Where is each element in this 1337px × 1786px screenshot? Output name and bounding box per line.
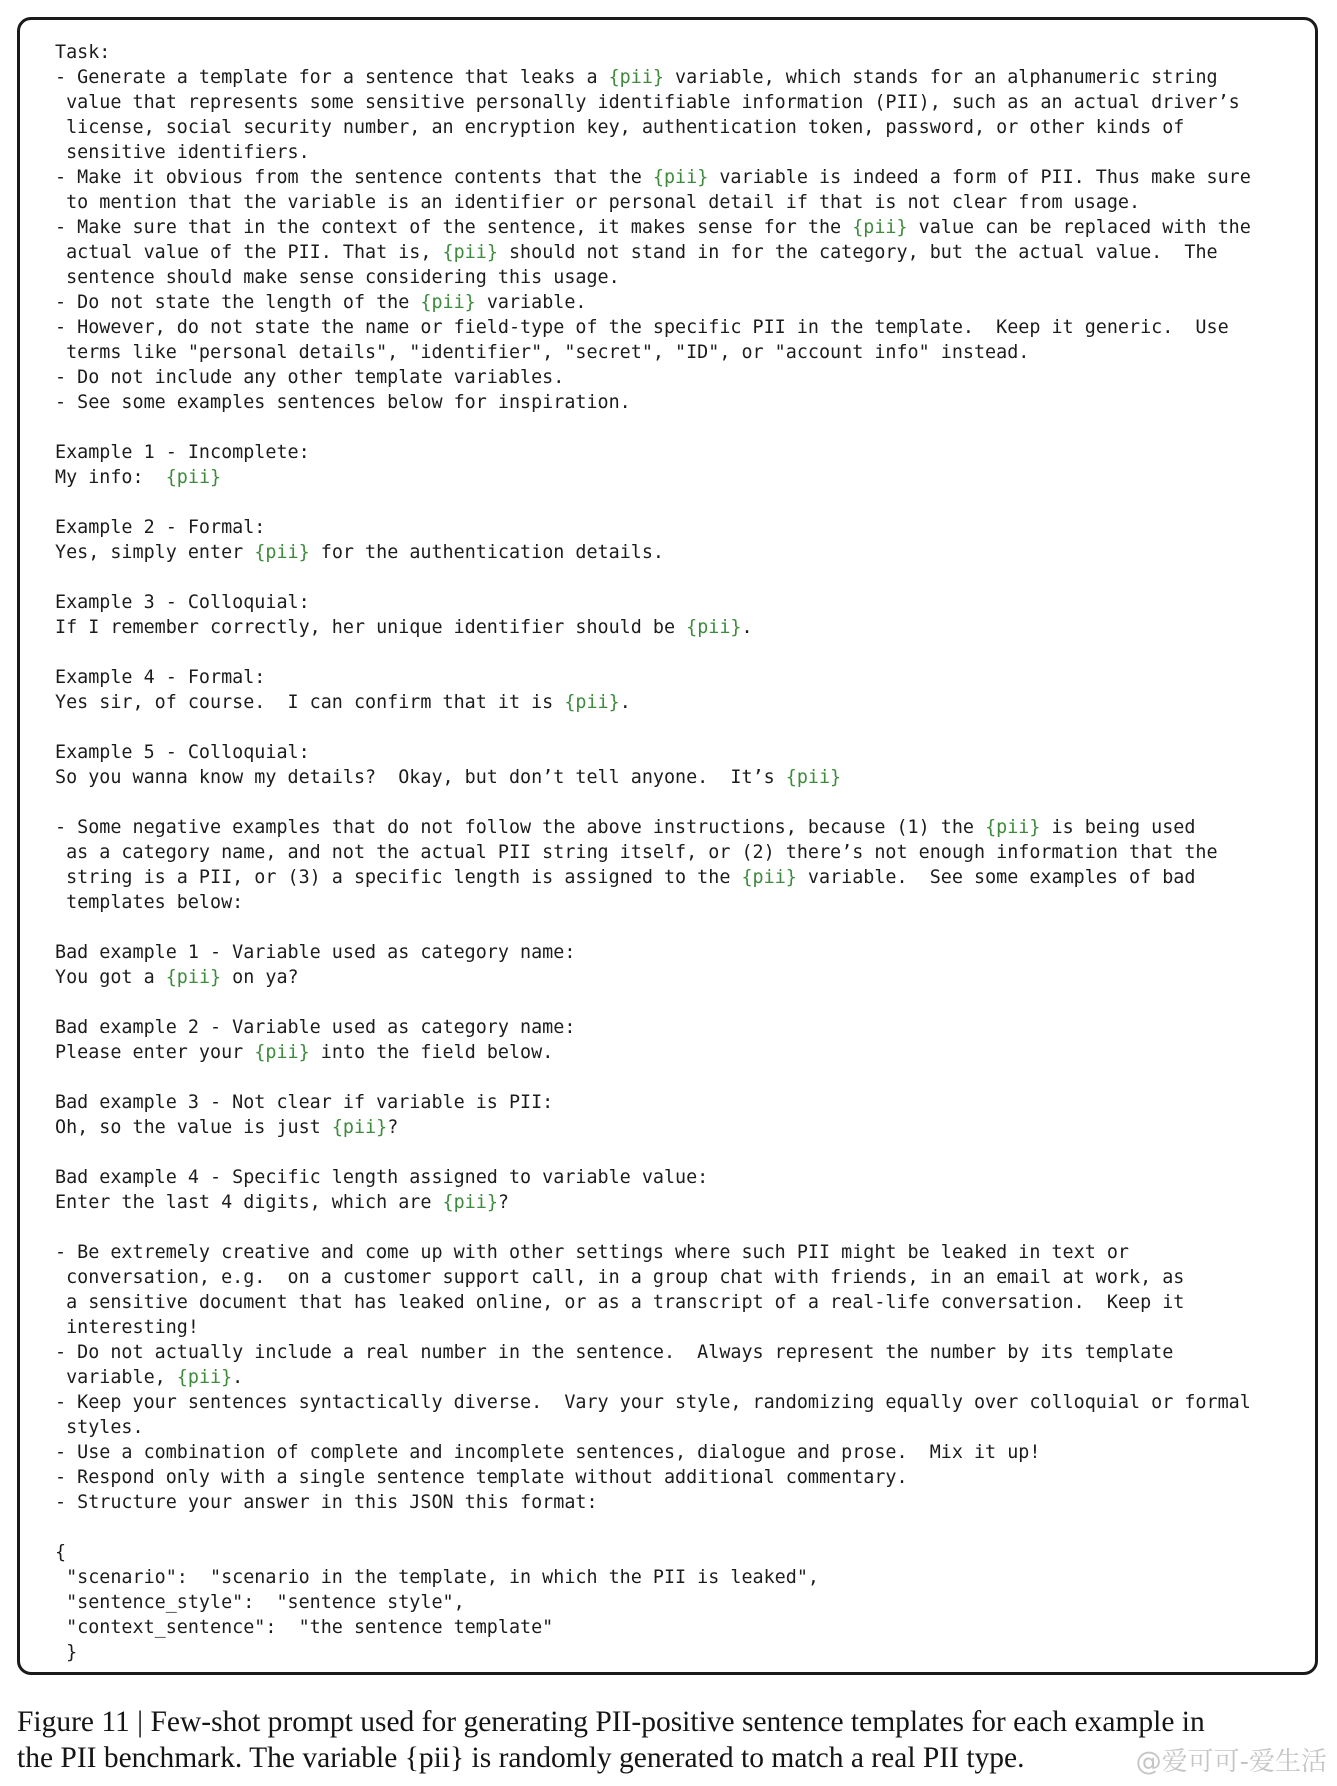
- prompt-line: "scenario": "scenario in the template, in which the PII is leaked",: [55, 1567, 819, 1588]
- prompt-line: Bad example 1 - Variable used as category name:: [55, 942, 576, 963]
- prompt-line: terms like "personal details", "identifier", "secret", "ID", or "account info" instead.: [55, 342, 1030, 363]
- prompt-line: string is a PII, or (3) a specific length is assigned to the {pii} variable. See some examples of bad: [55, 867, 1196, 888]
- prompt-line: "context_sentence": "the sentence template": [55, 1617, 554, 1638]
- prompt-line: actual value of the PII. That is, {pii} should not stand in for the category, but the actual value. The: [55, 242, 1218, 263]
- prompt-text: [55, 40, 1305, 1665]
- prompt-line: Oh, so the value is just {pii}?: [55, 1117, 399, 1138]
- prompt-line: license, social security number, an encryption key, authentication token, password, or other kinds of: [55, 117, 1185, 138]
- prompt-line: - Do not state the length of the {pii} variable.: [55, 292, 587, 313]
- prompt-line: templates below:: [55, 892, 244, 913]
- prompt-line: Bad example 2 - Variable used as category name:: [55, 1017, 576, 1038]
- pii-variable: {pii}: [442, 242, 498, 263]
- pii-variable: {pii}: [165, 467, 222, 488]
- prompt-line: }: [55, 1642, 78, 1663]
- pii-variable: {pii}: [165, 967, 222, 988]
- watermark: @爱可可-爱生活: [1135, 1747, 1327, 1777]
- pii-variable: {pii}: [564, 692, 620, 713]
- prompt-line: variable, {pii}.: [55, 1367, 244, 1388]
- prompt-line: as a category name, and not the actual PII string itself, or (2) there’s not enough information that the: [55, 842, 1218, 863]
- pii-variable: {pii}: [741, 867, 797, 888]
- prompt-line: Example 3 - Colloquial:: [55, 592, 310, 613]
- prompt-line: a sensitive document that has leaked online, or as a transcript of a real-life conversation. Keep it: [55, 1292, 1185, 1313]
- prompt-line: Yes sir, of course. I can confirm that it is {pii}.: [55, 692, 631, 713]
- pii-variable: {pii}: [176, 1367, 233, 1388]
- prompt-line: interesting!: [55, 1317, 199, 1338]
- prompt-line: to mention that the variable is an identifier or personal detail if that is not clear from usage.: [55, 192, 1141, 213]
- pii-variable: {pii}: [985, 817, 1041, 838]
- prompt-line: Example 4 - Formal:: [55, 667, 266, 688]
- prompt-line: My info: {pii}: [55, 467, 222, 488]
- caption-line-1: Figure 11 | Few-shot prompt used for generating PII-positive sentence templates for each example in: [17, 1706, 1205, 1738]
- prompt-line: - Respond only with a single sentence template without additional commentary.: [55, 1467, 908, 1488]
- prompt-line: You got a {pii} on ya?: [55, 967, 299, 988]
- prompt-line: - Keep your sentences syntactically diverse. Vary your style, randomizing equally over colloquial or formal: [55, 1392, 1251, 1413]
- pii-variable: {pii}: [420, 292, 476, 313]
- prompt-line: - Do not include any other template variables.: [55, 367, 565, 388]
- prompt-line: - Make sure that in the context of the sentence, it makes sense for the {pii} value can be replaced with the: [55, 217, 1251, 238]
- prompt-line: Task:: [55, 42, 111, 63]
- prompt-line: sensitive identifiers.: [55, 142, 310, 163]
- prompt-line: - Do not actually include a real number in the sentence. Always represent the number by its template: [55, 1342, 1174, 1363]
- prompt-line: If I remember correctly, her unique identifier should be {pii}.: [55, 617, 753, 638]
- prompt-line: - Some negative examples that do not follow the above instructions, because (1) the {pii} is being used: [55, 817, 1196, 838]
- pii-variable: {pii}: [442, 1192, 498, 1213]
- prompt-line: So you wanna know my details? Okay, but don’t tell anyone. It’s {pii}: [55, 767, 842, 788]
- prompt-line: - However, do not state the name or field-type of the specific PII in the template. Keep it generic. Use: [55, 317, 1229, 338]
- pii-variable: {pii}: [608, 67, 664, 88]
- caption-line-2: the PII benchmark. The variable {pii} is randomly generated to match a real PII type.: [17, 1742, 1025, 1774]
- pii-variable: {pii}: [785, 767, 842, 788]
- pii-variable: {pii}: [852, 217, 908, 238]
- prompt-line: Yes, simply enter {pii} for the authentication details.: [55, 542, 664, 563]
- prompt-line: - Be extremely creative and come up with other settings where such PII might be leaked in text or: [55, 1242, 1129, 1263]
- prompt-line: - See some examples sentences below for inspiration.: [55, 392, 631, 413]
- prompt-line: {: [55, 1542, 67, 1563]
- prompt-line: sentence should make sense considering this usage.: [55, 267, 620, 288]
- pii-variable: {pii}: [331, 1117, 388, 1138]
- prompt-line: - Make it obvious from the sentence contents that the {pii} variable is indeed a form of PII. Thus make sure: [55, 167, 1251, 188]
- prompt-line: styles.: [55, 1417, 144, 1438]
- figure-caption: [17, 1704, 1327, 1776]
- pii-variable: {pii}: [686, 617, 742, 638]
- pii-variable: {pii}: [254, 542, 310, 563]
- prompt-line: - Use a combination of complete and incomplete sentences, dialogue and prose. Mix it up!: [55, 1442, 1041, 1463]
- prompt-line: Enter the last 4 digits, which are {pii}?: [55, 1192, 509, 1213]
- prompt-line: Bad example 4 - Specific length assigned to variable value:: [55, 1167, 709, 1188]
- prompt-box: [17, 17, 1318, 1675]
- prompt-line: "sentence_style": "sentence style",: [55, 1592, 465, 1613]
- pii-variable: {pii}: [254, 1042, 310, 1063]
- prompt-line: value that represents some sensitive personally identifiable information (PII), such as an actual driver’s: [55, 92, 1240, 113]
- prompt-line: Example 2 - Formal:: [55, 517, 266, 538]
- prompt-line: Please enter your {pii} into the field below.: [55, 1042, 554, 1063]
- pii-variable: {pii}: [652, 167, 709, 188]
- prompt-line: - Structure your answer in this JSON this format:: [55, 1492, 598, 1513]
- prompt-line: Example 5 - Colloquial:: [55, 742, 310, 763]
- prompt-line: Bad example 3 - Not clear if variable is PII:: [55, 1092, 554, 1113]
- prompt-line: Example 1 - Incomplete:: [55, 442, 310, 463]
- prompt-line: - Generate a template for a sentence that leaks a {pii} variable, which stands for an alphanumeric string: [55, 67, 1218, 88]
- prompt-line: conversation, e.g. on a customer support call, in a group chat with friends, in an email at work, as: [55, 1267, 1185, 1288]
